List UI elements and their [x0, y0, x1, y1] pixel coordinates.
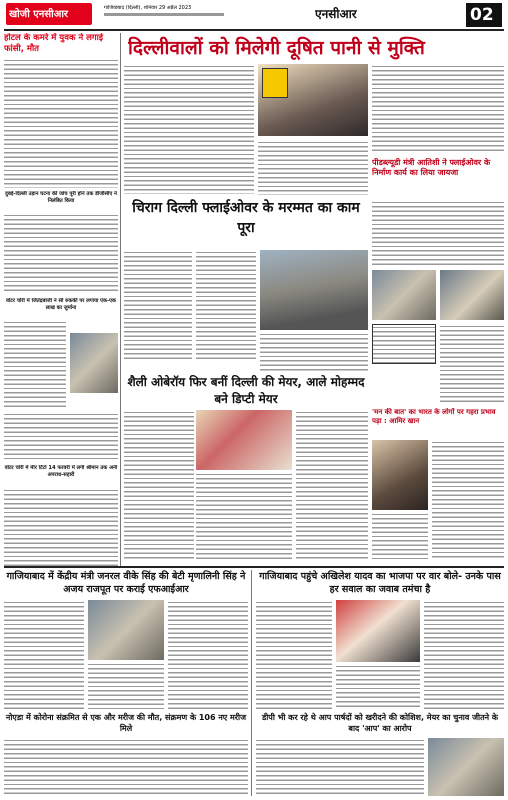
right-story-title: पीडब्ल्यूडी मंत्री आतिशी ने फ्लाईओवर के निर्माण कार्य का लिया जायजा: [372, 158, 491, 177]
left-column: [4, 33, 118, 566]
bottom-left-sub-body: [4, 738, 248, 796]
left-divider: [120, 33, 121, 566]
main-story-body-mid: [258, 140, 368, 195]
akhilesh-photo: [336, 600, 420, 662]
main-story-body-right: [372, 64, 504, 154]
person-photo: [70, 333, 118, 393]
shelly-body-3: [296, 410, 368, 560]
story3-body: [4, 320, 66, 410]
bottom-rule: [4, 566, 504, 568]
mayor-group-photo: [196, 410, 292, 470]
story4-title: वोटर चोरी में मीर टिंटो 14 फरवरी में लगी श्रीमान तक अनी अपराध-सहारी: [4, 465, 118, 478]
flyover-headline: चिराग दिल्ली फ्लाईओवर के मरम्मत का काम पूरा: [132, 200, 360, 236]
flyover-body-2: [196, 250, 256, 360]
story3-body-cont: [4, 412, 118, 462]
masthead-rule: [4, 29, 504, 31]
right-story-body-2: [440, 324, 504, 404]
main-story-body-left: [124, 64, 254, 194]
speaker-photo: [428, 738, 504, 796]
bottom-left-headline: गाजियाबाद में केंद्रीय मंत्री जनरल वीके सिंह की बेटी मृणालिनी सिंह ने अजय राजपूत पर कराई एफआईआर: [6, 571, 246, 595]
date-line: गाजियाबाद (दिल्ली), शनिवार 29 अप्रैल 2023: [104, 5, 192, 11]
story1-title: होटल के कमरे में युवक ने लगाई फांसी, मौत: [4, 33, 104, 54]
inset-portrait: [262, 68, 288, 98]
story2-body: [4, 213, 118, 293]
bottom-right-body-2: [336, 664, 420, 710]
brand-logo: [6, 3, 92, 25]
flyover-body-1: [124, 250, 192, 360]
page-number: 02: [470, 5, 494, 25]
bottom-right-sub-headline: डीपी भी कर रहे थे आप पार्षदों को खरीदने की कोशिश, मेयर का चुनाव जीतने के बाद 'आप' का आरोप: [261, 713, 499, 733]
brand-name: खोजी एनसीआर: [9, 9, 69, 20]
shelly-headline: शैली ओबेरॉय फिर बनीं दिल्ली की मेयर, आले मोहम्मद बने डिप्टी मेयर: [127, 375, 365, 406]
bottom-right-body-3: [424, 600, 504, 710]
bottom-right-body-1: [256, 600, 332, 710]
bottom-left-body-2: [168, 600, 248, 710]
caption-box: [372, 324, 436, 364]
shelly-body-2: [196, 472, 292, 560]
flyover-photo: [260, 250, 368, 330]
date-subline: [104, 13, 224, 16]
quote-title: 'मन की बात' का भारत के लोगों पर गहरा प्रभाव पड़ा : आमिर खान: [372, 408, 496, 425]
story4-body: [4, 488, 118, 566]
story3-title: वोटर चोरी में जितेंद्रबाजी ने सी रुककी पर लगाया एक-एक लाख का जुर्माना: [5, 298, 117, 311]
flyover-body-3: [260, 332, 368, 372]
bottom-left-sub-headline: नोएडा में कोरोना संक्रमित से एक और मरीज की मौत, संक्रमण के 106 नए मरीज मिले: [5, 713, 247, 733]
section-name: एनसीआर: [315, 7, 357, 21]
quote-body-1: [432, 440, 504, 560]
right-story-body: [372, 200, 504, 266]
flyover-section: [124, 198, 368, 248]
flyover-inspection-photo-1: [372, 270, 436, 320]
shelly-body-1: [124, 410, 194, 560]
bottom-left-body-3: [88, 662, 164, 710]
bottom-right-headline: गाजियाबाद पहुंचे अखिलेश यादव का भाजपा पर वार बोले- उनके पास हर सवाल का जवाब तमंचा है: [259, 571, 501, 595]
bottom-left-body: [4, 600, 84, 710]
actor-photo: [372, 440, 428, 510]
flyover-inspection-photo-2: [440, 270, 504, 320]
bottom-left-photo: [88, 600, 164, 660]
page-number-box: [466, 3, 502, 27]
quote-body-2: [372, 512, 428, 560]
bottom-right-sub-body: [256, 738, 424, 796]
story2-title: दुबई-दिल्ली उड़ान घटना की जांच पूरी होने तक डीजीसीए ने निलंबित किया: [5, 191, 117, 204]
bottom-divider: [251, 570, 252, 796]
main-headline: दिल्लीवालों को मिलेगी दूषित पानी से मुक्ति: [128, 37, 425, 59]
story1-body: [4, 58, 118, 188]
masthead: [0, 0, 508, 30]
